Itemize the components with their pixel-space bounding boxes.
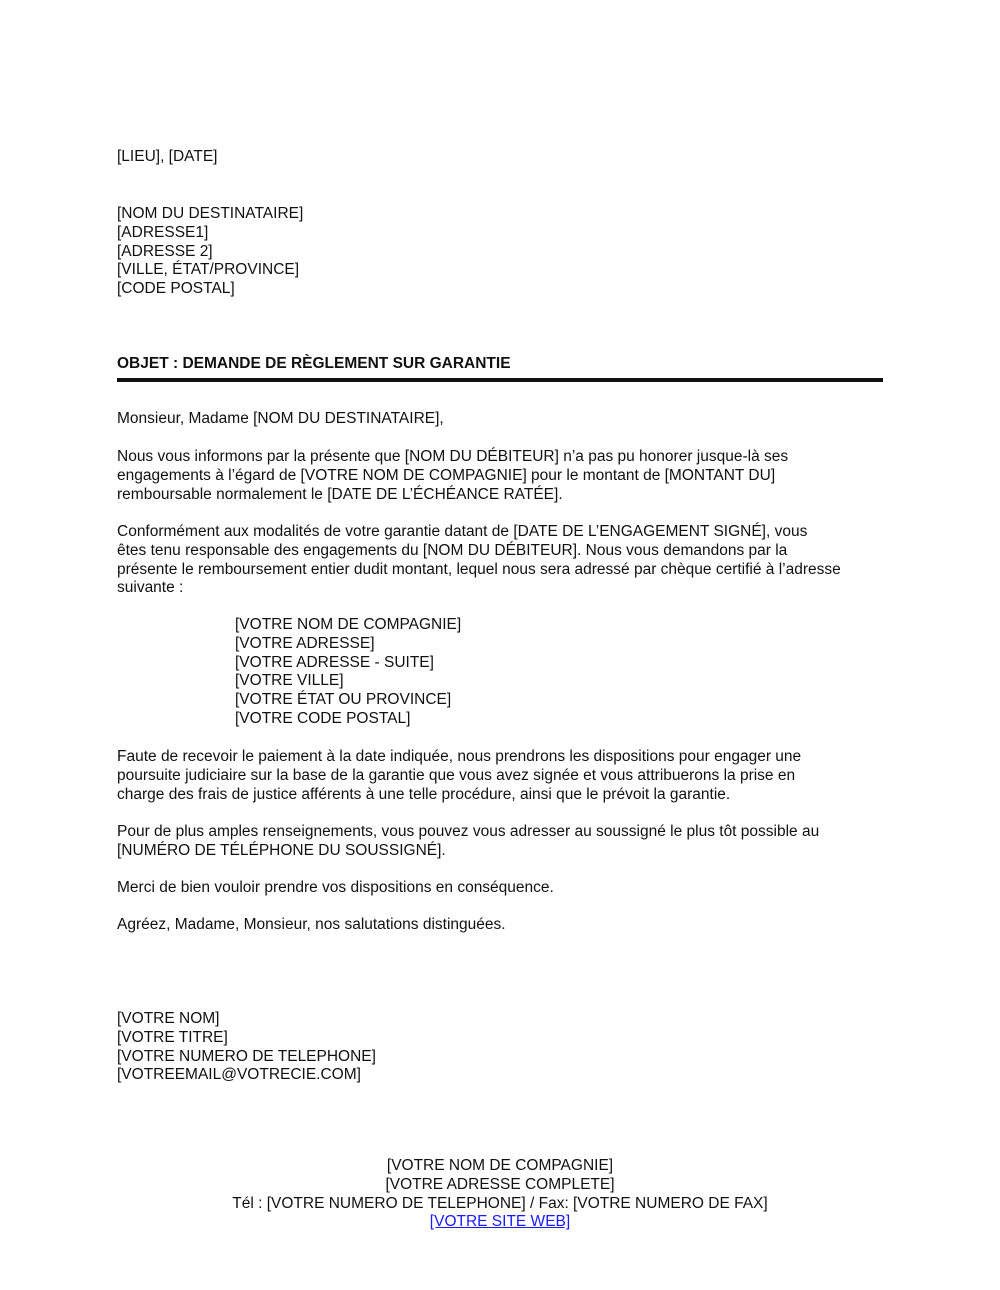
paragraph-line: Conformément aux modalités de votre garantie datant de [DATE DE L’ENGAGEMENT SIGNÉ], vous: [117, 523, 808, 540]
paragraph-line: êtes tenu responsable des engagements du [NOM DU DÉBITEUR]. Nous vous demandons par la: [117, 541, 788, 559]
paragraph-line: Merci de bien vouloir prendre vos dispositions en conséquence.: [117, 879, 554, 896]
paragraph-line: Pour de plus amples renseignements, vous pouvez vous adresser au soussigné le plus tôt possible au: [117, 823, 820, 840]
signature-block: [117, 1010, 376, 1085]
payment-address: [235, 616, 461, 729]
recipient-postal-code: [CODE POSTAL]: [117, 280, 235, 298]
footer-address: [VOTRE ADRESSE COMPLETE]: [385, 1175, 615, 1193]
payment-address-line: [VOTRE ADRESSE]: [235, 634, 375, 652]
signature-name: [VOTRE NOM]: [117, 1010, 220, 1027]
paragraph-line: Nous vous informons par la présente que [NOM DU DÉBITEUR] n’a pas pu honorer jusque-là ses: [117, 448, 789, 465]
paragraph-line: présente le remboursement entier dudit montant, lequel nous sera adressé par chèque certifié à l’adresse: [117, 560, 841, 578]
salutation-text: Monsieur, Madame [NOM DU DESTINATAIRE],: [117, 410, 444, 427]
footer-company-name: [VOTRE NOM DE COMPAGNIE]: [386, 1157, 614, 1174]
place-date-text: [LIEU], [DATE]: [117, 148, 218, 165]
signature-phone: [VOTRE NUMERO DE TELEPHONE]: [117, 1047, 376, 1065]
footer-contact: Tél : [VOTRE NUMERO DE TELEPHONE] / Fax: [VOTRE NUMERO DE FAX]: [232, 1194, 768, 1212]
subject-heading: OBJET : DEMANDE DE RÈGLEMENT SUR GARANTIE: [117, 355, 511, 372]
paragraph-line: charge des frais de justice afférents à une telle procédure, ainsi que le prévoit la garantie.: [117, 785, 731, 803]
paragraph-line: Faute de recevoir le paiement à la date indiquée, nous prendrons les dispositions pour engager une: [117, 748, 802, 765]
recipient-city-state: [VILLE, ÉTAT/PROVINCE]: [117, 261, 300, 279]
subject-rule-divider: [117, 378, 883, 382]
recipient-address-2: [ADRESSE 2]: [117, 242, 213, 260]
salutation: [117, 410, 444, 429]
paragraph-thanks: [117, 879, 554, 898]
signature-title: [VOTRE TITRE]: [117, 1028, 228, 1046]
payment-address-suite: [VOTRE ADRESSE - SUITE]: [235, 653, 434, 671]
paragraph-line: [NUMÉRO DE TÉLÉPHONE DU SOUSSIGNÉ].: [117, 841, 446, 859]
paragraph-line: remboursable normalement le [DATE DE L’ÉCHÉANCE RATÉE].: [117, 485, 563, 503]
payment-city: [VOTRE VILLE]: [235, 672, 344, 690]
paragraph-line: engagements à l’égard de [VOTRE NOM DE COMPAGNIE] pour le montant de [MONTANT DU]: [117, 466, 776, 484]
recipient-name: [NOM DU DESTINATAIRE]: [117, 205, 304, 222]
place-date: [117, 148, 218, 167]
recipient-address-1: [ADRESSE1]: [117, 223, 209, 241]
recipient-address: [117, 205, 303, 299]
footer-website-link[interactable]: [VOTRE SITE WEB]: [429, 1213, 571, 1231]
payment-state-province: [VOTRE ÉTAT OU PROVINCE]: [235, 691, 452, 709]
paragraph-closing: [117, 916, 506, 935]
paragraph-contact-info: [117, 823, 819, 861]
paragraph-guarantee-terms: [117, 523, 841, 598]
paragraph-line: suivante :: [117, 579, 184, 597]
paragraph-line: Agréez, Madame, Monsieur, nos salutations distinguées.: [117, 916, 506, 933]
signature-email: [VOTREEMAIL@VOTRECIE.COM]: [117, 1066, 361, 1084]
paragraph-default-notice: [117, 448, 788, 504]
paragraph-line: poursuite judiciaire sur la base de la garantie que vous avez signée et vous attribuerons la prise en: [117, 766, 796, 784]
paragraph-legal-action: [117, 748, 801, 804]
payment-postal-code: [VOTRE CODE POSTAL]: [235, 709, 411, 727]
letter-footer: [0, 1157, 1000, 1232]
payment-company-name: [VOTRE NOM DE COMPAGNIE]: [235, 616, 462, 633]
